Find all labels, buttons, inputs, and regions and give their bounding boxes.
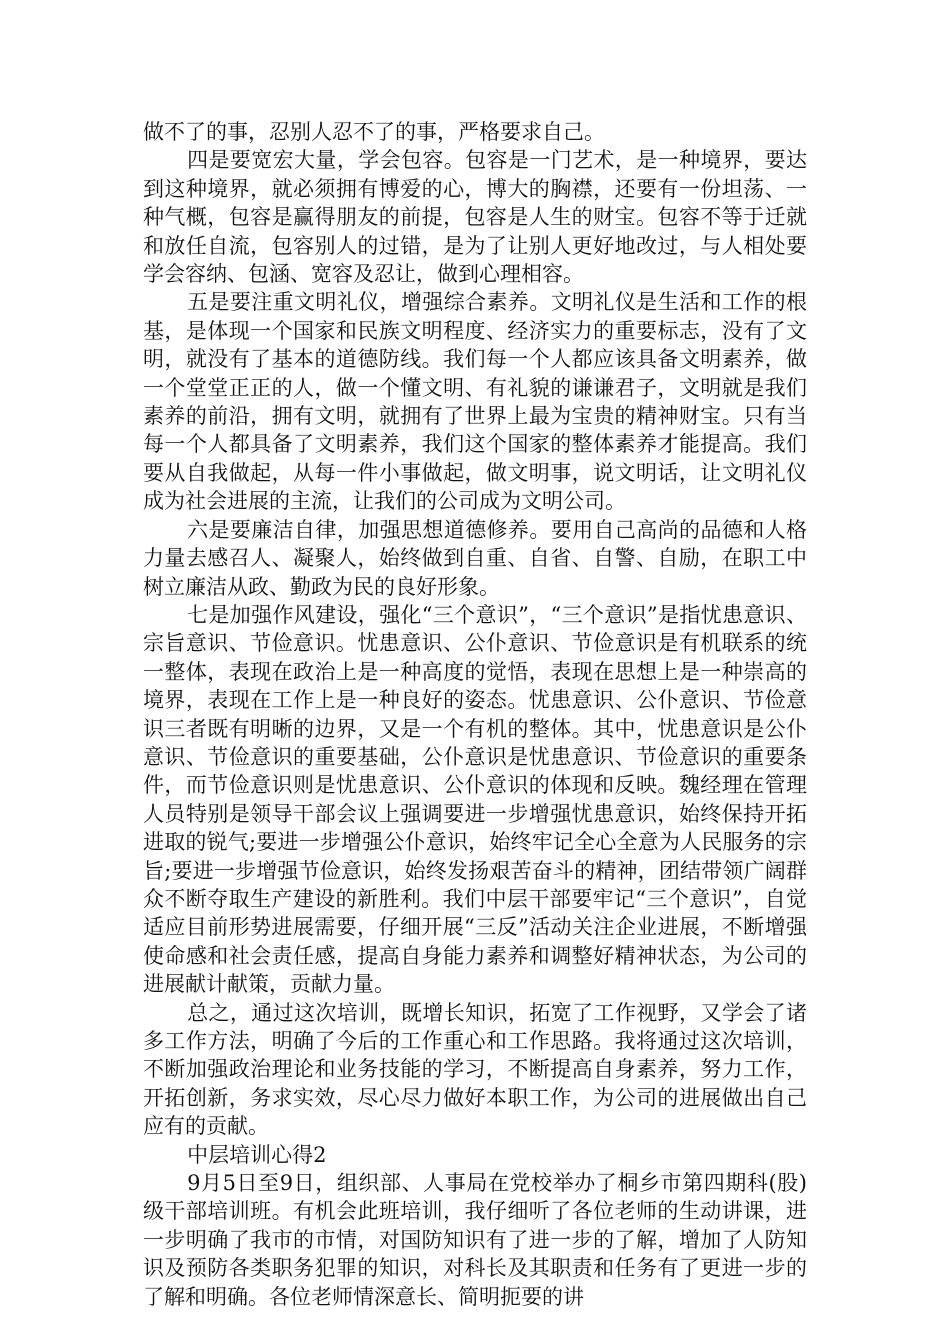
document-page [143, 118, 807, 1311]
paragraph-7: 9月5日至9日，组织部、人事局在党校举办了桐乡市第四期科(股)级干部培训班。有机会此班培训，我仔细听了各位老师的生动讲课，进一步明确了我市的市情，对国防知识有了进一步的了解，增加了人防知识及预防各类职务犯罪的知识，对科长及其职责和任务有了更进一步的了解和明确。各位老师情深意长、简明扼要的讲 [143, 1171, 807, 1309]
paragraph-1: 做不了的事，忍别人忍不了的事，严格要求自己。 [143, 120, 605, 144]
paragraph-5: 七是加强作风建设，强化“三个意识”，“三个意识”是指忧患意识、宗旨意识、节俭意识。忧患意识、公仆意识、节俭意识是有机联系的统一整体，表现在政治上是一种高度的觉悟，表现在思想上是一种崇高的境界，表现在工作上是一种良好的姿态。忧患意识、公仆意识、节俭意识三者既有明晰的边界，又是一个有机的整体。其中，忧患意识是公仆意识、节俭意识的重要基础，公仆意识是忧患意识、节俭意识的重要条件，而节俭意识则是忧患意识、公仆意识的体现和反映。魏经理在管理人员特别是领导干部会议上强调要进一步增强忧患意识，始终保持开拓进取的锐气;要进一步增强公仆意识，始终牢记全心全意为人民服务的宗旨;要进一步增强节俭意识，始终发扬艰苦奋斗的精神，团结带领广阔群众不断夺取生产建设的新胜利。我们中层干部要牢记“三个意识”，自觉适应目前形势进展需要，仔细开展“三反”活动关注企业进展，不断增强使命感和社会责任感，提高自身能力素养和调整好精神状态，为公司的进展献计献策，贡献力量。 [143, 602, 807, 997]
paragraph-4: 六是要廉洁自律，加强思想道德修养。要用自己高尚的品德和人格力量去感召人、凝聚人，始终做到自重、自省、自警、自励，在职工中树立廉洁从政、勤政为民的良好形象。 [143, 517, 807, 599]
paragraph-6: 总之，通过这次培训，既增长知识，拓宽了工作视野，又学会了诸多工作方法，明确了今后的工作重心和工作思路。我将通过这次培训，不断加强政治理论和业务技能的学习，不断提高自身素养，努力工作，开拓创新，务求实效，尽心尽力做好本职工作，为公司的进展做出自己应有的贡献。 [143, 1000, 807, 1139]
paragraph-2: 四是要宽宏大量，学会包容。包容是一门艺术，是一种境界，要达到这种境界，就必须拥有博爱的心，博大的胸襟，还要有一份坦荡、一种气概，包容是赢得朋友的前提，包容是人生的财宝。包容不等于迁就和放任自流，包容别人的过错，是为了让别人更好地改过，与人相处要学会容纳、包涵、宽容及忍让，做到心理相容。 [143, 148, 807, 287]
paragraph-3: 五是要注重文明礼仪，增强综合素养。文明礼仪是生活和工作的根基，是体现一个国家和民族文明程度、经济实力的重要标志，没有了文明，就没有了基本的道德防线。我们每一个人都应该具备文明素养，做一个堂堂正正的人，做一个懂文明、有礼貌的谦谦君子，文明就是我们素养的前沿，拥有文明，就拥有了世界上最为宝贵的精神财宝。只有当每一个人都具备了文明素养，我们这个国家的整体素养才能提高。我们要从自我做起，从每一件小事做起，做文明事，说文明话，让文明礼仪成为社会进展的主流，让我们的公司成为文明公司。 [143, 290, 807, 514]
section-heading: 中层培训心得2 [187, 1142, 327, 1167]
